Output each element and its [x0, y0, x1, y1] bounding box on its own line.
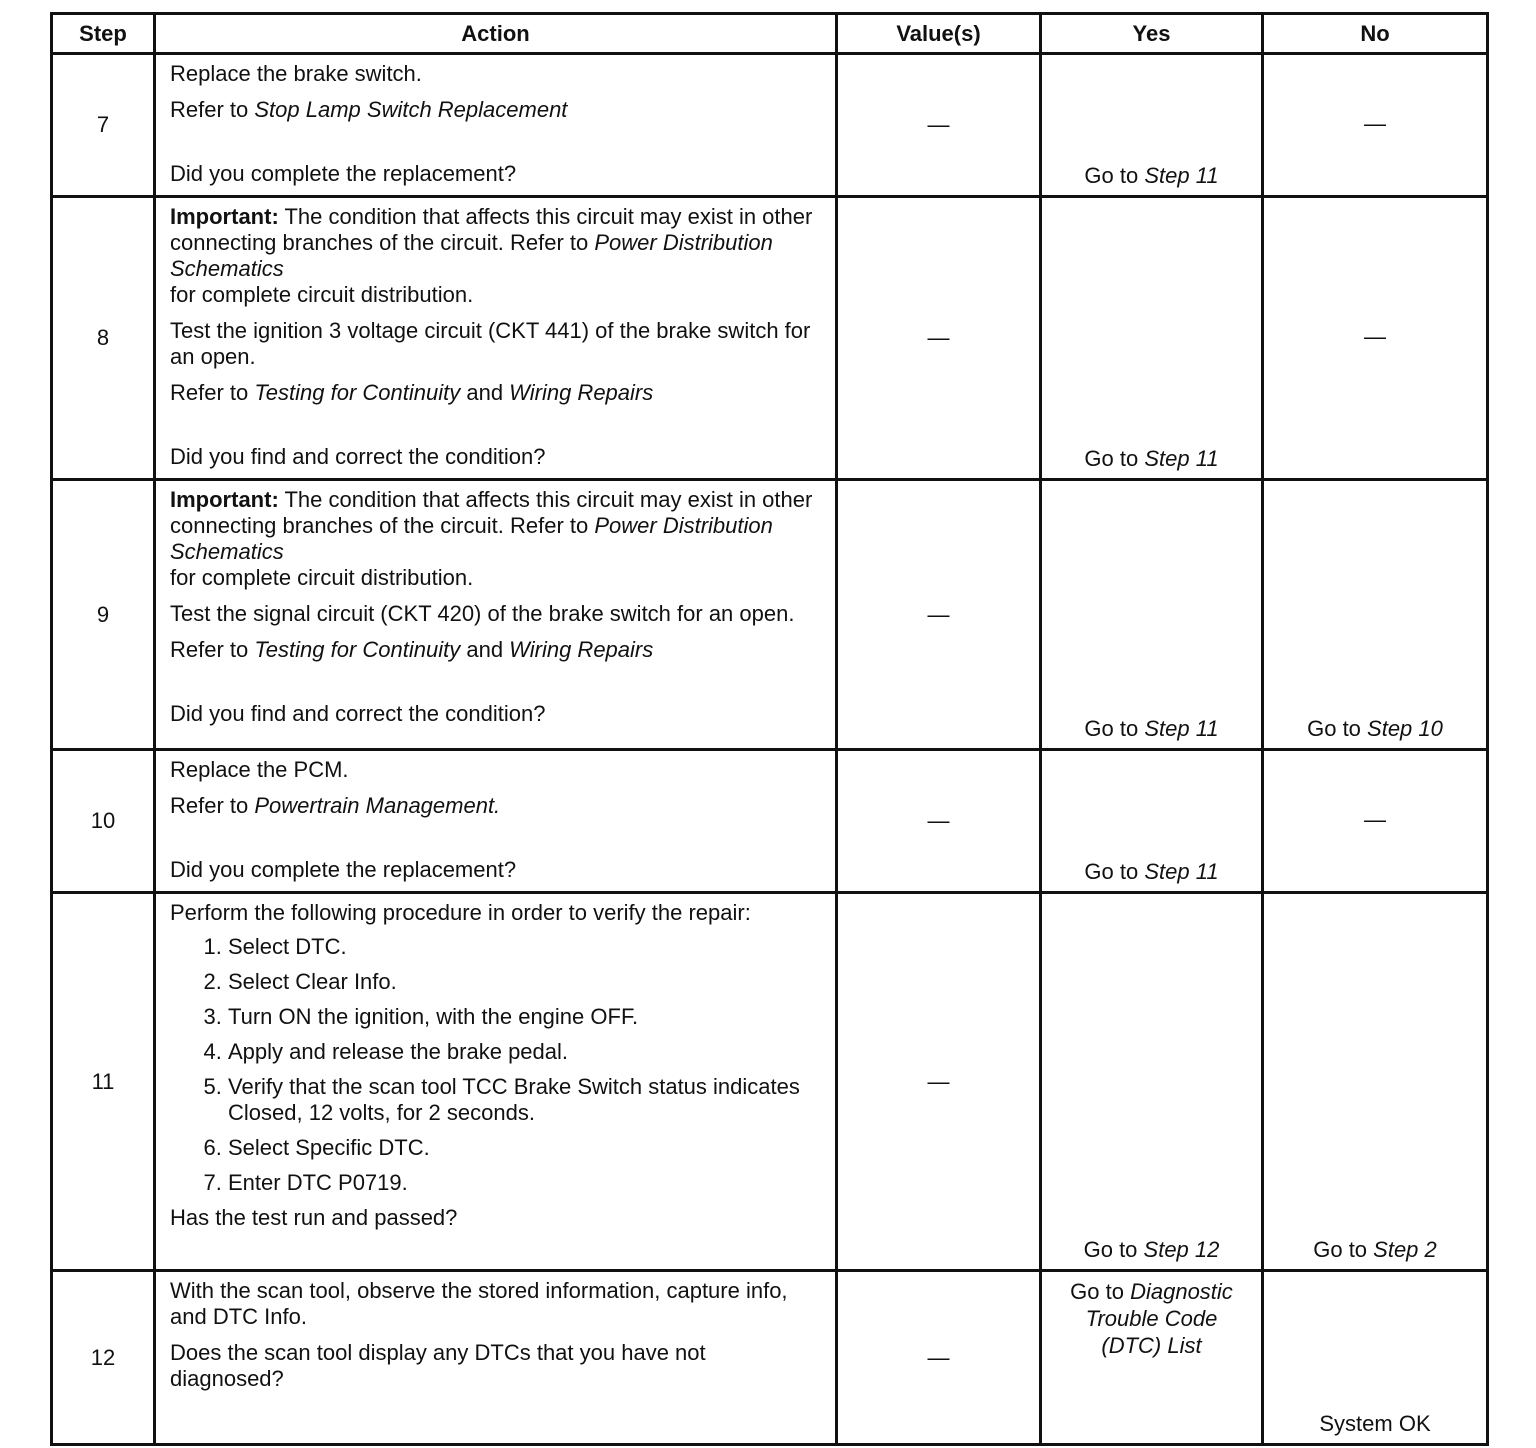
header-yes: Yes [1041, 14, 1263, 54]
no-cell [1263, 750, 1488, 893]
yes-cell: Go to Step 11 [1041, 197, 1263, 480]
step-number: 10 [52, 750, 155, 893]
goto-step-link[interactable]: Step 2 [1373, 1237, 1437, 1262]
step-number: 11 [52, 893, 155, 1271]
action-question: Did you complete the replacement? [170, 161, 517, 186]
action-reference: Refer to Testing for Continuity and Wiring Repairs [170, 380, 654, 405]
step-number: 9 [52, 480, 155, 750]
goto-step-link[interactable]: Step 11 [1144, 163, 1219, 188]
action-question: Did you find and correct the condition? [170, 701, 546, 726]
header-action: Action [155, 14, 837, 54]
value-cell [837, 54, 1041, 197]
table-row-step-7 [52, 54, 1488, 197]
action-text: Replace the PCM. [170, 757, 349, 782]
goto-step-link[interactable]: Step 11 [1144, 446, 1219, 471]
table-row-step-9 [52, 480, 1488, 750]
important-note: Important: The condition that affects this circuit may exist in other connecting branches of the circuit. Refer to Power Distribution Schematics [170, 204, 813, 281]
list-item: 2. Select Clear Info. [228, 969, 823, 995]
reference-link[interactable]: Testing for Continuity [254, 380, 461, 405]
reference-link[interactable]: Wiring Repairs [509, 380, 654, 405]
header-step: Step [52, 14, 155, 54]
action-cell [155, 750, 837, 893]
action-question: Has the test run and passed? [170, 1205, 458, 1230]
list-item: 7. Enter DTC P0719. [228, 1170, 823, 1196]
dash: — [927, 1068, 950, 1094]
goto-step-link[interactable]: Step 11 [1144, 859, 1219, 884]
yes-cell: Go to Diagnostic Trouble Code (DTC) List [1041, 1271, 1263, 1445]
goto-step-link[interactable]: Step 11 [1144, 716, 1219, 741]
list-item: 5. Verify that the scan tool TCC Brake Switch status indicates Closed, 12 volts, for 2 seconds. [228, 1074, 823, 1126]
step-number: 8 [52, 197, 155, 480]
header-no: No [1263, 14, 1488, 54]
no-cell [1263, 197, 1488, 480]
yes-cell: Go to Step 12 [1041, 893, 1263, 1271]
reference-link[interactable]: Testing for Continuity [254, 637, 461, 662]
action-cell: Important: The condition that affects this circuit may exist in other connecting branches of the circuit. Refer to Power Distribution Schematics for complete circuit distribution. Test the signal circuit (CKT 420) of the brake switch for an open. Refer to Testing for Continuity and Wiring Repairs Did you find and correct the condition? [155, 480, 837, 750]
yes-cell: Go to Step 11 [1041, 54, 1263, 197]
table-row-step-8 [52, 197, 1488, 480]
goto-step-link[interactable]: Step 12 [1143, 1237, 1220, 1262]
action-question: Did you complete the replacement? [170, 857, 517, 882]
value-cell [837, 480, 1041, 750]
diagnostic-table-page [50, 12, 1486, 1446]
action-cell [155, 1271, 837, 1445]
reference-link[interactable]: Power Distribution Schematics [170, 230, 773, 281]
header-values: Value(s) [837, 14, 1041, 54]
dash: — [1364, 324, 1386, 349]
yes-cell: Go to Step 11 [1041, 750, 1263, 893]
no-cell [1263, 1271, 1488, 1445]
action-reference: Refer to Testing for Continuity and Wiring Repairs [170, 637, 654, 662]
action-cell [155, 893, 837, 1271]
reference-link[interactable]: Wiring Repairs [509, 637, 654, 662]
table-row-step-11 [52, 893, 1488, 1271]
no-cell: Go to Step 2 [1263, 893, 1488, 1271]
list-item: 6. Select Specific DTC. [228, 1135, 823, 1161]
list-item: 4. Apply and release the brake pedal. [228, 1039, 823, 1065]
dash: — [1364, 807, 1386, 832]
table-row-step-10 [52, 750, 1488, 893]
diagnostic-table [50, 12, 1489, 1446]
dash: — [927, 325, 950, 350]
value-cell [837, 893, 1041, 1271]
action-text: With the scan tool, observe the stored information, capture info, and DTC Info. [170, 1278, 788, 1329]
action-cell [155, 54, 837, 197]
value-cell [837, 197, 1041, 480]
goto-dtc-list-link[interactable]: Diagnostic Trouble Code (DTC) List [1085, 1279, 1233, 1358]
action-text: Perform the following procedure in order to verify the repair: [170, 900, 751, 925]
dash: — [927, 1344, 950, 1370]
action-reference: Refer to Powertrain Management. [170, 793, 501, 818]
list-item: 3. Turn ON the ignition, with the engine OFF. [228, 1004, 823, 1030]
action-reference: Refer to Stop Lamp Switch Replacement [170, 97, 568, 122]
no-cell [1263, 54, 1488, 197]
step-number: 7 [52, 54, 155, 197]
procedure-list [170, 934, 823, 1196]
action-text: Test the ignition 3 voltage circuit (CKT 441) of the brake switch for an open. [170, 318, 811, 369]
action-cell: Important: The condition that affects this circuit may exist in other connecting branches of the circuit. Refer to Power Distribution Schematics for complete circuit distribution. Test the ignition 3 voltage circuit (CKT 441) of the brake switch for an open. Refer to Testing for Continuity and Wiring Repairs Did you find and correct the condition? [155, 197, 837, 480]
header-row [52, 14, 1488, 54]
table-row-step-12 [52, 1271, 1488, 1445]
reference-link[interactable]: Stop Lamp Switch Replacement [254, 97, 568, 122]
dash: — [927, 112, 950, 137]
list-item: 1. Select DTC. [228, 934, 823, 960]
yes-cell: Go to Step 11 [1041, 480, 1263, 750]
reference-link[interactable]: Power Distribution Schematics [170, 513, 773, 564]
value-cell [837, 1271, 1041, 1445]
action-text: Replace the brake switch. [170, 61, 422, 86]
no-cell: Go to Step 10 [1263, 480, 1488, 750]
dash: — [927, 601, 950, 627]
action-text: Test the signal circuit (CKT 420) of the brake switch for an open. [170, 601, 795, 626]
dash: — [927, 808, 950, 833]
reference-link[interactable]: Powertrain Management. [254, 793, 501, 818]
system-ok-text: System OK [1319, 1411, 1431, 1436]
action-question: Did you find and correct the condition? [170, 444, 546, 469]
dash: — [1364, 111, 1386, 136]
value-cell [837, 750, 1041, 893]
goto-step-link[interactable]: Step 10 [1367, 716, 1443, 741]
action-question: Does the scan tool display any DTCs that you have not diagnosed? [170, 1340, 706, 1391]
important-note: Important: The condition that affects this circuit may exist in other connecting branches of the circuit. Refer to Power Distribution Schematics [170, 487, 813, 564]
step-number: 12 [52, 1271, 155, 1445]
